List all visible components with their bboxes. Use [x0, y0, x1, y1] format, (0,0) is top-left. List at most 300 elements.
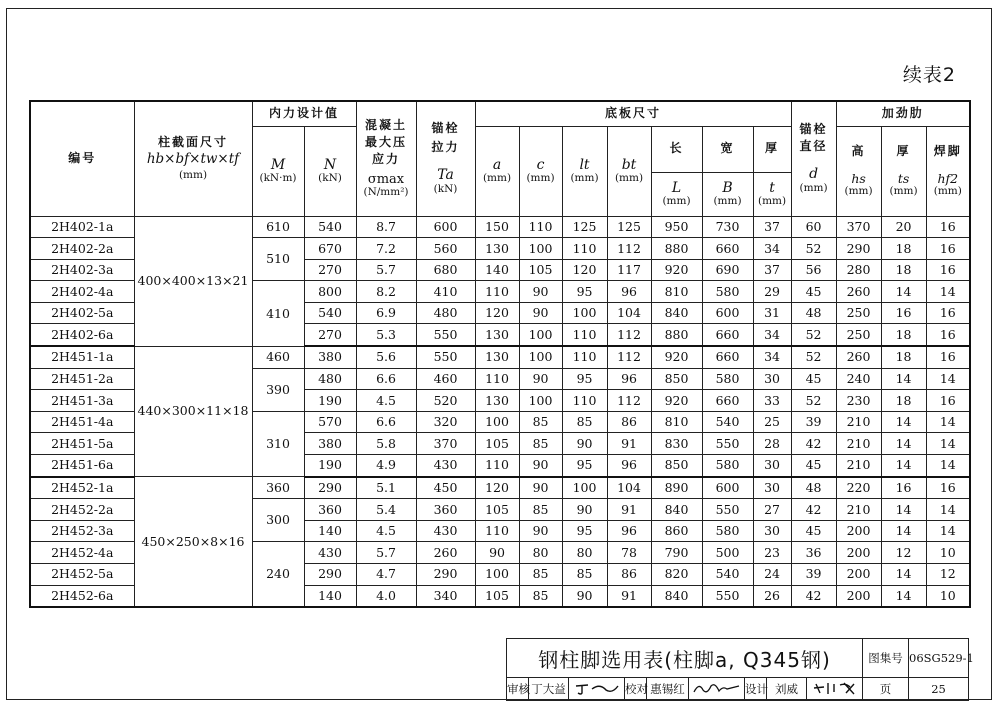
- cell-id: 2H452-1a: [30, 477, 134, 499]
- cell-id: 2H402-4a: [30, 281, 134, 303]
- cell-ts: 18: [881, 238, 926, 260]
- cell-n: 380: [304, 433, 356, 455]
- cell-length: 810: [651, 281, 702, 303]
- cell-ts: 12: [881, 542, 926, 564]
- cell-bt: 96: [607, 455, 651, 477]
- cell-width: 690: [702, 259, 753, 281]
- cell-hf2: 16: [926, 390, 970, 412]
- cell-sigma-max: 5.7: [356, 542, 416, 564]
- cell-lt: 100: [562, 302, 607, 324]
- cell-width: 550: [702, 433, 753, 455]
- cell-section: 450×250×8×16: [134, 477, 252, 608]
- header-width: 宽: [702, 126, 753, 172]
- cell-sigma-max: 5.3: [356, 324, 416, 346]
- cell-d: 42: [791, 499, 836, 521]
- cell-a: 90: [475, 542, 519, 564]
- cell-hs: 230: [836, 390, 881, 412]
- cell-n: 270: [304, 259, 356, 281]
- cell-n: 140: [304, 585, 356, 607]
- reviewer-signature: [569, 678, 625, 701]
- continued-table-label: 续表2: [902, 64, 956, 86]
- cell-id: 2H452-5a: [30, 564, 134, 586]
- cell-id: 2H451-4a: [30, 411, 134, 433]
- header-width-sym: B (mm): [702, 172, 753, 216]
- cell-m: 410: [252, 281, 304, 346]
- cell-a: 130: [475, 346, 519, 368]
- cell-hs: 370: [836, 216, 881, 238]
- title-block: [506, 638, 974, 701]
- cell-ts: 14: [881, 520, 926, 542]
- cell-hf2: 16: [926, 346, 970, 368]
- header-n: N (kN): [304, 126, 356, 216]
- cell-ta: 450: [416, 477, 475, 499]
- cell-bt: 117: [607, 259, 651, 281]
- cell-bt: 104: [607, 302, 651, 324]
- cell-width: 660: [702, 238, 753, 260]
- cell-c: 90: [519, 302, 562, 324]
- cell-bt: 91: [607, 433, 651, 455]
- cell-hs: 250: [836, 324, 881, 346]
- cell-d: 39: [791, 411, 836, 433]
- cell-n: 800: [304, 281, 356, 303]
- cell-width: 550: [702, 585, 753, 607]
- cell-thickness: 33: [753, 390, 791, 412]
- cell-d: 60: [791, 216, 836, 238]
- cell-c: 85: [519, 433, 562, 455]
- cell-ta: 550: [416, 324, 475, 346]
- cell-width: 730: [702, 216, 753, 238]
- cell-bt: 96: [607, 368, 651, 390]
- cell-ts: 20: [881, 216, 926, 238]
- header-c: c (mm): [519, 126, 562, 216]
- cell-d: 52: [791, 324, 836, 346]
- cell-hf2: 14: [926, 455, 970, 477]
- table-row: [30, 346, 970, 368]
- cell-thickness: 29: [753, 281, 791, 303]
- cell-c: 100: [519, 390, 562, 412]
- cell-a: 105: [475, 585, 519, 607]
- cell-m: 300: [252, 499, 304, 542]
- cell-ta: 600: [416, 216, 475, 238]
- cell-ta: 680: [416, 259, 475, 281]
- cell-ta: 290: [416, 564, 475, 586]
- cell-n: 570: [304, 411, 356, 433]
- table-body: [30, 216, 970, 607]
- cell-n: 670: [304, 238, 356, 260]
- header-anchor-force: 锚栓 拉力 Ta (kN): [416, 101, 475, 216]
- cell-hf2: 14: [926, 499, 970, 521]
- header-length-sym: L (mm): [651, 172, 702, 216]
- cell-ta: 360: [416, 499, 475, 521]
- header-stiffener-weld: 焊脚 hf2 (mm): [926, 126, 970, 216]
- header-base-plate: 底板尺寸: [475, 101, 791, 126]
- cell-ts: 14: [881, 585, 926, 607]
- drawing-title: 钢柱脚选用表(柱脚a, Q345钢): [507, 639, 863, 678]
- cell-length: 840: [651, 302, 702, 324]
- cell-hf2: 16: [926, 302, 970, 324]
- cell-thickness: 30: [753, 455, 791, 477]
- cell-hs: 250: [836, 302, 881, 324]
- cell-bt: 91: [607, 585, 651, 607]
- cell-n: 140: [304, 520, 356, 542]
- cell-c: 85: [519, 499, 562, 521]
- designer-signature: [807, 678, 863, 701]
- cell-d: 48: [791, 302, 836, 324]
- cell-n: 270: [304, 324, 356, 346]
- cell-m: 240: [252, 542, 304, 607]
- header-concrete-stress: 混凝土 最大压 应力 σmax (N/mm²): [356, 101, 416, 216]
- cell-sigma-max: 6.6: [356, 411, 416, 433]
- cell-c: 100: [519, 238, 562, 260]
- cell-length: 820: [651, 564, 702, 586]
- cell-hf2: 16: [926, 238, 970, 260]
- cell-id: 2H402-1a: [30, 216, 134, 238]
- cell-hf2: 10: [926, 585, 970, 607]
- cell-ta: 430: [416, 455, 475, 477]
- cell-a: 120: [475, 477, 519, 499]
- cell-d: 45: [791, 281, 836, 303]
- cell-hs: 210: [836, 499, 881, 521]
- cell-a: 120: [475, 302, 519, 324]
- cell-length: 920: [651, 259, 702, 281]
- cell-bt: 96: [607, 520, 651, 542]
- cell-ts: 14: [881, 281, 926, 303]
- cell-width: 660: [702, 390, 753, 412]
- cell-a: 110: [475, 368, 519, 390]
- cell-id: 2H451-6a: [30, 455, 134, 477]
- cell-width: 550: [702, 499, 753, 521]
- cell-c: 90: [519, 281, 562, 303]
- cell-thickness: 31: [753, 302, 791, 324]
- cell-hf2: 14: [926, 411, 970, 433]
- cell-a: 140: [475, 259, 519, 281]
- cell-sigma-max: 7.2: [356, 238, 416, 260]
- cell-width: 580: [702, 520, 753, 542]
- cell-a: 130: [475, 238, 519, 260]
- cell-id: 2H452-3a: [30, 520, 134, 542]
- cell-ta: 550: [416, 346, 475, 368]
- cell-c: 85: [519, 411, 562, 433]
- cell-width: 580: [702, 281, 753, 303]
- cell-a: 100: [475, 411, 519, 433]
- cell-hs: 200: [836, 520, 881, 542]
- cell-ts: 18: [881, 390, 926, 412]
- checker-signature-mark: [691, 680, 743, 696]
- cell-hs: 260: [836, 346, 881, 368]
- cell-hf2: 16: [926, 477, 970, 499]
- cell-id: 2H451-2a: [30, 368, 134, 390]
- cell-id: 2H402-3a: [30, 259, 134, 281]
- cell-hs: 260: [836, 281, 881, 303]
- cell-thickness: 26: [753, 585, 791, 607]
- cell-lt: 110: [562, 324, 607, 346]
- cell-lt: 90: [562, 499, 607, 521]
- cell-id: 2H452-2a: [30, 499, 134, 521]
- cell-width: 540: [702, 564, 753, 586]
- page-number: 25: [909, 678, 969, 701]
- header-id: 编号: [30, 101, 134, 216]
- cell-id: 2H402-6a: [30, 324, 134, 346]
- cell-hf2: 14: [926, 433, 970, 455]
- checker-signature: [689, 678, 745, 701]
- cell-width: 600: [702, 302, 753, 324]
- cell-m: 460: [252, 346, 304, 368]
- header-stiffener-height: 高 hs (mm): [836, 126, 881, 216]
- cell-c: 90: [519, 455, 562, 477]
- cell-n: 540: [304, 216, 356, 238]
- cell-sigma-max: 4.0: [356, 585, 416, 607]
- cell-d: 45: [791, 455, 836, 477]
- cell-sigma-max: 4.7: [356, 564, 416, 586]
- page-label: 页: [863, 678, 909, 701]
- cell-ts: 14: [881, 499, 926, 521]
- cell-width: 600: [702, 477, 753, 499]
- cell-ts: 16: [881, 477, 926, 499]
- cell-id: 2H451-5a: [30, 433, 134, 455]
- cell-c: 90: [519, 477, 562, 499]
- cell-thickness: 30: [753, 368, 791, 390]
- cell-sigma-max: 5.1: [356, 477, 416, 499]
- cell-m: 510: [252, 238, 304, 281]
- table-header: [30, 101, 970, 216]
- cell-hf2: 12: [926, 564, 970, 586]
- cell-thickness: 37: [753, 216, 791, 238]
- cell-id: 2H451-3a: [30, 390, 134, 412]
- checker-name: 惠锡红: [647, 678, 689, 701]
- cell-c: 85: [519, 585, 562, 607]
- cell-lt: 95: [562, 368, 607, 390]
- cell-hf2: 16: [926, 216, 970, 238]
- cell-d: 36: [791, 542, 836, 564]
- cell-id: 2H452-4a: [30, 542, 134, 564]
- cell-hf2: 14: [926, 368, 970, 390]
- cell-length: 920: [651, 390, 702, 412]
- cell-sigma-max: 4.9: [356, 455, 416, 477]
- cell-ts: 14: [881, 411, 926, 433]
- header-stiffener-thickness: 厚 ts (mm): [881, 126, 926, 216]
- cell-d: 42: [791, 585, 836, 607]
- cell-thickness: 23: [753, 542, 791, 564]
- cell-hs: 220: [836, 477, 881, 499]
- cell-hs: 200: [836, 585, 881, 607]
- reviewer-name: 丁大益: [529, 678, 569, 701]
- cell-sigma-max: 5.8: [356, 433, 416, 455]
- cell-a: 105: [475, 433, 519, 455]
- cell-thickness: 34: [753, 346, 791, 368]
- cell-hs: 280: [836, 259, 881, 281]
- check-label: 校对: [625, 678, 647, 701]
- cell-hf2: 16: [926, 259, 970, 281]
- cell-ts: 14: [881, 368, 926, 390]
- cell-a: 150: [475, 216, 519, 238]
- cell-length: 890: [651, 477, 702, 499]
- cell-bt: 91: [607, 499, 651, 521]
- cell-sigma-max: 5.7: [356, 259, 416, 281]
- cell-sigma-max: 8.2: [356, 281, 416, 303]
- review-label: 审核: [507, 678, 529, 701]
- header-internal-force: 内力设计值: [252, 101, 356, 126]
- cell-length: 810: [651, 411, 702, 433]
- cell-thickness: 34: [753, 238, 791, 260]
- cell-c: 100: [519, 324, 562, 346]
- cell-d: 56: [791, 259, 836, 281]
- cell-length: 850: [651, 368, 702, 390]
- cell-n: 290: [304, 477, 356, 499]
- cell-hs: 240: [836, 368, 881, 390]
- cell-width: 580: [702, 368, 753, 390]
- cell-ta: 410: [416, 281, 475, 303]
- cell-a: 110: [475, 520, 519, 542]
- cell-sigma-max: 4.5: [356, 390, 416, 412]
- cell-bt: 112: [607, 390, 651, 412]
- cell-hs: 290: [836, 238, 881, 260]
- cell-lt: 95: [562, 281, 607, 303]
- cell-ta: 520: [416, 390, 475, 412]
- cell-hf2: 14: [926, 520, 970, 542]
- cell-lt: 100: [562, 477, 607, 499]
- cell-c: 90: [519, 368, 562, 390]
- cell-c: 100: [519, 346, 562, 368]
- header-thickness: 厚: [753, 126, 791, 172]
- cell-id: 2H402-5a: [30, 302, 134, 324]
- cell-hs: 210: [836, 433, 881, 455]
- cell-n: 360: [304, 499, 356, 521]
- cell-a: 110: [475, 455, 519, 477]
- design-label: 设计: [745, 678, 767, 701]
- atlas-number: 06SG529-1: [909, 639, 969, 678]
- table-row: [30, 477, 970, 499]
- cell-hs: 210: [836, 411, 881, 433]
- cell-section: 440×300×11×18: [134, 346, 252, 477]
- header-length: 长: [651, 126, 702, 172]
- header-lt: lt (mm): [562, 126, 607, 216]
- cell-bt: 86: [607, 411, 651, 433]
- header-bt: bt (mm): [607, 126, 651, 216]
- cell-thickness: 27: [753, 499, 791, 521]
- cell-hs: 200: [836, 564, 881, 586]
- header-thickness-sym: t (mm): [753, 172, 791, 216]
- cell-length: 920: [651, 346, 702, 368]
- header-stiffener: 加劲肋: [836, 101, 970, 126]
- cell-thickness: 25: [753, 411, 791, 433]
- cell-ta: 370: [416, 433, 475, 455]
- cell-length: 790: [651, 542, 702, 564]
- cell-length: 840: [651, 585, 702, 607]
- cell-ta: 260: [416, 542, 475, 564]
- cell-a: 100: [475, 564, 519, 586]
- cell-ta: 460: [416, 368, 475, 390]
- cell-n: 480: [304, 368, 356, 390]
- cell-sigma-max: 6.6: [356, 368, 416, 390]
- cell-ts: 14: [881, 433, 926, 455]
- cell-thickness: 37: [753, 259, 791, 281]
- cell-length: 950: [651, 216, 702, 238]
- cell-width: 580: [702, 455, 753, 477]
- cell-lt: 90: [562, 585, 607, 607]
- cell-lt: 110: [562, 238, 607, 260]
- cell-lt: 120: [562, 259, 607, 281]
- designer-name: 刘威: [767, 678, 807, 701]
- cell-length: 860: [651, 520, 702, 542]
- cell-lt: 95: [562, 520, 607, 542]
- cell-thickness: 30: [753, 520, 791, 542]
- cell-ta: 480: [416, 302, 475, 324]
- cell-d: 42: [791, 433, 836, 455]
- cell-length: 850: [651, 455, 702, 477]
- header-m: M (kN·m): [252, 126, 304, 216]
- cell-lt: 125: [562, 216, 607, 238]
- cell-section: 400×400×13×21: [134, 216, 252, 346]
- cell-ts: 18: [881, 259, 926, 281]
- cell-sigma-max: 4.5: [356, 520, 416, 542]
- cell-bt: 104: [607, 477, 651, 499]
- cell-a: 130: [475, 390, 519, 412]
- cell-length: 880: [651, 238, 702, 260]
- cell-width: 660: [702, 346, 753, 368]
- cell-ts: 18: [881, 324, 926, 346]
- cell-m: 390: [252, 368, 304, 411]
- cell-ta: 560: [416, 238, 475, 260]
- header-section: 柱截面尺寸 hb×bf×tw×tf (mm): [134, 101, 252, 216]
- cell-bt: 78: [607, 542, 651, 564]
- cell-thickness: 34: [753, 324, 791, 346]
- cell-m: 360: [252, 477, 304, 499]
- cell-ts: 14: [881, 455, 926, 477]
- cell-lt: 90: [562, 433, 607, 455]
- cell-lt: 95: [562, 455, 607, 477]
- header-anchor-diameter: 锚栓 直径 d (mm): [791, 101, 836, 216]
- cell-id: 2H451-1a: [30, 346, 134, 368]
- cell-n: 290: [304, 564, 356, 586]
- cell-ta: 430: [416, 520, 475, 542]
- cell-sigma-max: 6.9: [356, 302, 416, 324]
- cell-n: 190: [304, 390, 356, 412]
- cell-d: 52: [791, 238, 836, 260]
- cell-n: 430: [304, 542, 356, 564]
- cell-bt: 125: [607, 216, 651, 238]
- cell-bt: 86: [607, 564, 651, 586]
- cell-n: 380: [304, 346, 356, 368]
- cell-thickness: 24: [753, 564, 791, 586]
- cell-ta: 320: [416, 411, 475, 433]
- cell-m: 610: [252, 216, 304, 238]
- cell-a: 130: [475, 324, 519, 346]
- cell-lt: 110: [562, 346, 607, 368]
- cell-hs: 200: [836, 542, 881, 564]
- cell-d: 52: [791, 346, 836, 368]
- cell-thickness: 30: [753, 477, 791, 499]
- cell-lt: 110: [562, 390, 607, 412]
- cell-d: 39: [791, 564, 836, 586]
- cell-length: 840: [651, 499, 702, 521]
- cell-d: 52: [791, 390, 836, 412]
- cell-ts: 18: [881, 346, 926, 368]
- cell-sigma-max: 8.7: [356, 216, 416, 238]
- atlas-label: 图集号: [863, 639, 909, 678]
- cell-m: 310: [252, 411, 304, 476]
- cell-d: 45: [791, 368, 836, 390]
- cell-ts: 14: [881, 564, 926, 586]
- cell-a: 105: [475, 499, 519, 521]
- cell-width: 540: [702, 411, 753, 433]
- cell-n: 540: [304, 302, 356, 324]
- cell-length: 830: [651, 433, 702, 455]
- cell-width: 660: [702, 324, 753, 346]
- cell-lt: 85: [562, 411, 607, 433]
- cell-hf2: 10: [926, 542, 970, 564]
- cell-lt: 85: [562, 564, 607, 586]
- designer-signature-mark: [810, 680, 860, 696]
